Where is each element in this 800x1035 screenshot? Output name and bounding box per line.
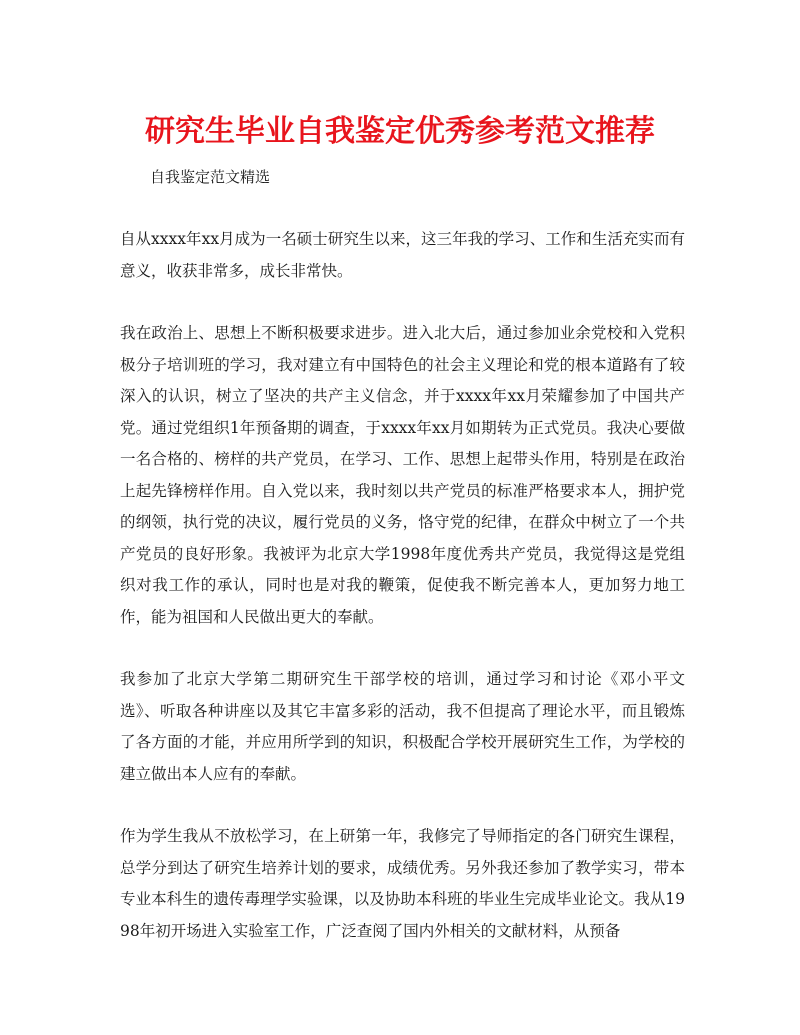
paragraph-1: 自从xxxx年xx月成为一名硕士研究生以来，这三年我的学习、工作和生活充实而有意义，收获非常多，成长非常快。 <box>120 230 685 280</box>
paragraph-4: 作为学生我从不放松学习，在上研第一年，我修完了导师指定的各门研究生课程，总学分到达了研究生培养计划的要求，成绩优秀。另外我还参加了教学实习，带本专业本科生的遗传毒理学实验课，以及协助本科班的毕业生完成毕业论文。我从1998年初开场进入实验室工作，广泛查阅了国内外相关的文献材料，从预备 <box>120 827 685 940</box>
document-body <box>120 224 685 978</box>
paragraph-2: 我在政治上、思想上不断积极要求进步。进入北大后，通过参加业余党校和入党积极分子培训班的学习，我对建立有中国特色的社会主义理论和党的根本道路有了较深入的认识，树立了坚决的共产主义信念，并于xxxx年xx月荣耀参加了中国共产党。通过党组织1年预备期的调查，于xxxx年xx月如期转为正式党员。我决心要做一名合格的、榜样的共产党员，在学习、工作、思想上起带头作用，特别是在政治上起先锋榜样作用。自入党以来，我时刻以共产党员的标准严格要求本人，拥护党的纲领，执行党的决议，履行党员的义务，恪守党的纪律，在群众中树立了一个共产党员的良好形象。我被评为北京大学1998年度优秀共产党员，我觉得这是党组织对我工作的承认，同时也是对我的鞭策，促使我不断完善本人，更加努力地工作，能为祖国和人民做出更大的奉献。 <box>120 324 685 626</box>
paragraph-3: 我参加了北京大学第二期研究生干部学校的培训，通过学习和讨论《邓小平文选》、听取各种讲座以及其它丰富多彩的活动，我不但提高了理论水平，而且锻炼了各方面的才能，并应用所学到的知识，积极配合学校开展研究生工作，为学校的建立做出本人应有的奉献。 <box>120 670 685 783</box>
document-title: 研究生毕业自我鉴定优秀参考范文推荐 <box>145 114 655 149</box>
document-subtitle: 自我鉴定范文精选 <box>150 168 271 186</box>
